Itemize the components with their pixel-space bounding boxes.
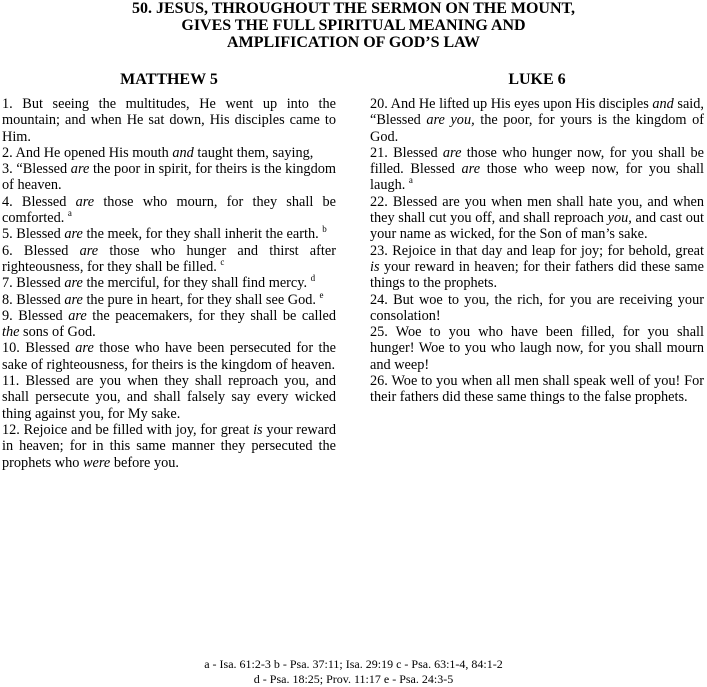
verse-text: your reward in heaven; for their fathers did these same things to the prophets. [370, 258, 704, 292]
verse [2, 422, 336, 471]
page-title [0, 0, 707, 51]
verse [2, 373, 336, 422]
verse-text: your reward in heaven; for in this same manner they persecuted the prophets who [2, 421, 336, 471]
verse [370, 96, 704, 145]
italic-text: the [2, 324, 20, 341]
verse-text: the peacemakers, for they shall be called [86, 307, 336, 324]
verse-text: 10. Blessed [2, 340, 76, 357]
verse-text: before you. [110, 454, 179, 471]
verse [370, 145, 704, 194]
footnote-marker: a [408, 175, 413, 186]
verse-text: the poor in spirit, for theirs is the kingdom of heaven. [2, 161, 336, 194]
footnote-line: a - Isa. 61:2-3 b - Psa. 37:11; Isa. 29:19 c - Psa. 63:1-4, 84:1-2 [204, 657, 503, 671]
verse [2, 340, 336, 373]
italic-text: were [83, 454, 111, 471]
italic-text: and [652, 96, 674, 112]
footnote-marker: d [310, 273, 316, 284]
verse [2, 308, 336, 341]
italic-text: are [75, 193, 95, 210]
italic-text: are [68, 307, 87, 324]
verse-text: said, “Blessed [370, 96, 704, 129]
verse [2, 96, 336, 145]
footnotes [0, 657, 707, 687]
verse-text: the meek, for they shall inherit the earth. [82, 226, 323, 243]
luke-column [370, 70, 704, 406]
verse [2, 243, 336, 276]
italic-text: are [461, 161, 481, 178]
title-line: AMPLIFICATION OF GOD’S LAW [227, 34, 480, 51]
column-heading: LUKE 6 [508, 71, 566, 88]
verse-text: 12. Rejoice and be filled with joy, for great [2, 421, 254, 438]
verse-text: 9. Blessed [2, 307, 69, 324]
verse [370, 194, 704, 243]
verse-text: those who mourn, for they shall be comforted. [2, 193, 336, 227]
verse-text: 7. Blessed [2, 275, 65, 292]
verse-text: 21. Blessed [370, 144, 443, 161]
verse-text: 11. Blessed are you when they shall reproach you, and shall persecute you, and shall falsely say every wicked thing against you, for My sake. [2, 373, 336, 422]
verse-text: 5. Blessed [2, 226, 65, 243]
verse-text: taught them, saying, [193, 144, 314, 161]
verse [2, 194, 336, 227]
verse-text: the poor, for yours is the kingdom of God. [370, 112, 704, 145]
verse-text: 22. Blessed are you when men shall hate you, and when they shall cut you off, and shall reproach [370, 193, 704, 227]
verse-text: 25. Woe to you who have been filled, for you shall hunger! Woe to you who laugh now, for you shall mourn and weep! [370, 324, 704, 373]
verse-text: 1. But seeing the multitudes, He went up into the mountain; and when He sat down, His disciples came to Him. [2, 96, 336, 145]
column-heading: MATTHEW 5 [120, 71, 218, 88]
verse [2, 289, 336, 308]
italic-text: are [70, 161, 90, 178]
italic-text: are [64, 226, 83, 243]
italic-text: are you, [426, 112, 475, 129]
verse-text: 4. Blessed [2, 193, 76, 210]
title-line: GIVES THE FULL SPIRITUAL MEANING AND [181, 17, 526, 34]
verse-text: the pure in heart, for they shall see God. [82, 291, 320, 308]
italic-text: are [79, 242, 99, 259]
verse [2, 161, 336, 194]
verse-text: those who hunger and thirst after righteousness, for they shall be filled. [2, 242, 336, 275]
verse-text: sons of God. [19, 324, 96, 341]
verse [370, 324, 704, 373]
italic-text: is [370, 258, 380, 275]
verse-text: and cast out your name as wicked, for the Son of man’s sake. [370, 210, 704, 243]
verse-text: those who weep now, for you shall laugh. [370, 161, 704, 194]
footnote-marker: a [67, 208, 72, 219]
italic-text: are [75, 340, 94, 357]
verse-text: 23. Rejoice in that day and leap for joy; for behold, great [370, 242, 704, 259]
italic-text: you, [607, 210, 632, 227]
verse-text: those who have been persecuted for the sake of righteousness, for theirs is the kingdom of heaven. [2, 340, 337, 373]
italic-text: are [64, 275, 83, 292]
verse-text: 2. And He opened His mouth [2, 144, 173, 161]
verse [2, 226, 336, 242]
verse-text: 26. Woe to you when all men shall speak well of you! For their fathers did these same things to the false prophets. [370, 373, 704, 406]
verse-text: those who hunger now, for you shall be filled. Blessed [370, 144, 704, 178]
verse-list [370, 96, 704, 406]
verse-text: 8. Blessed [2, 291, 65, 308]
italic-text: are [442, 144, 462, 161]
verse [370, 373, 704, 406]
verse [370, 292, 704, 325]
verse-text: the merciful, for they shall find mercy. [82, 275, 311, 292]
matthew-column [2, 70, 336, 471]
footnote-marker: c [220, 257, 225, 268]
title-line: 50. JESUS, THROUGHOUT THE SERMON ON THE MOUNT, [131, 0, 576, 17]
italic-text: is [253, 421, 263, 438]
italic-text: and [172, 144, 194, 161]
footnote-line: d - Psa. 18:25; Prov. 11:17 e - Psa. 24:3-5 [253, 672, 454, 686]
verse-text: 20. And He lifted up His eyes upon His disciples [370, 96, 653, 112]
verse-text: 24. But woe to you, the rich, for you are receiving your consolation! [370, 291, 704, 324]
verse [2, 275, 336, 291]
verse-text: 6. Blessed [2, 242, 80, 259]
footnote-marker: e [319, 289, 324, 300]
footnote-marker: b [322, 224, 327, 235]
verse [370, 243, 704, 292]
verse-text: 3. “Blessed [2, 161, 71, 178]
verse [2, 145, 336, 161]
verse-list [2, 96, 336, 471]
italic-text: are [64, 291, 83, 308]
